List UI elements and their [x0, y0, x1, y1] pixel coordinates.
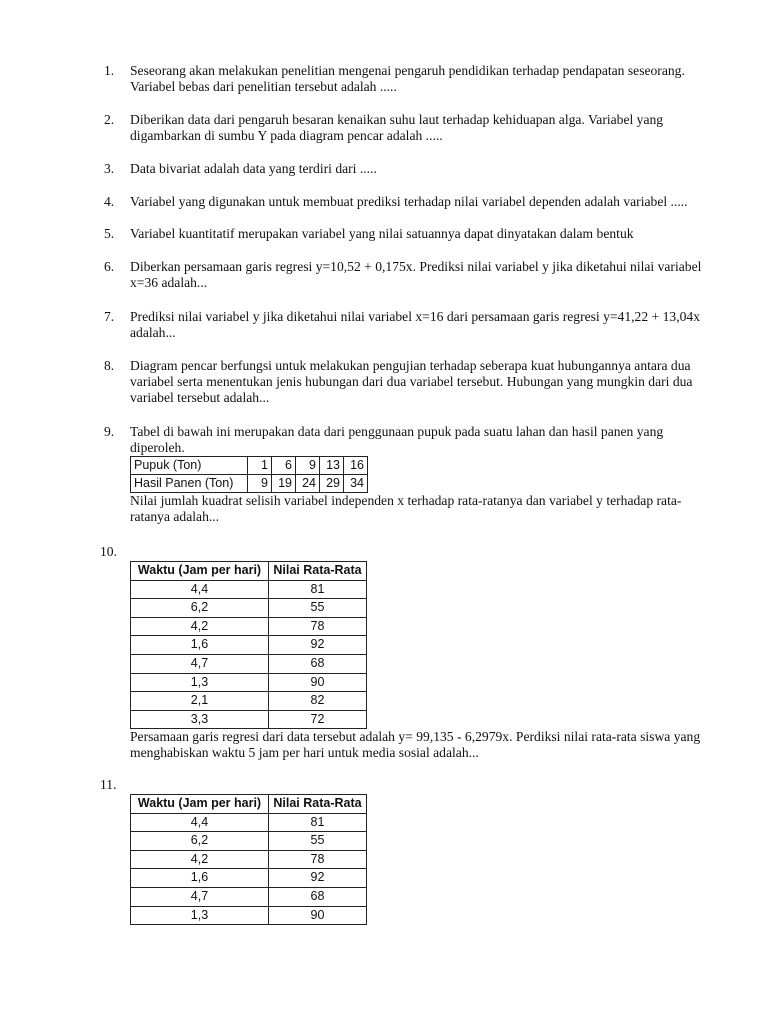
- table-cell: 19: [272, 475, 296, 493]
- table-cell: 3,3: [131, 710, 269, 729]
- column-header: Waktu (Jam per hari): [131, 562, 269, 581]
- question-number: 4.: [104, 194, 115, 209]
- row-label: Pupuk (Ton): [131, 457, 248, 475]
- question-2: [0, 112, 768, 144]
- question-8: [0, 358, 768, 406]
- table-cell: 4,4: [131, 813, 269, 832]
- table-cell: 1,3: [131, 673, 269, 692]
- table-cell: 90: [269, 673, 367, 692]
- table-cell: 82: [269, 692, 367, 711]
- question-number: 9.: [104, 424, 115, 439]
- table-row: [131, 869, 367, 888]
- table-row: [131, 654, 367, 673]
- question-text: Diberkan persamaan garis regresi y=10,52 + 0,175x. Prediksi nilai variabel y jika diketahui nilai variabel x=36 adalah...: [130, 259, 702, 290]
- table-cell: 4,2: [131, 617, 269, 636]
- question-1: [0, 63, 768, 95]
- question-number: 8.: [104, 358, 115, 373]
- table-cell: 68: [269, 654, 367, 673]
- time-score-table: [130, 794, 367, 925]
- column-header: Waktu (Jam per hari): [131, 795, 269, 814]
- column-header: Nilai Rata-Rata: [269, 562, 367, 581]
- table-cell: 6: [272, 457, 296, 475]
- table-cell: 78: [269, 617, 367, 636]
- table-header-row: [131, 795, 367, 814]
- question-10: [0, 544, 768, 761]
- table-cell: 55: [269, 599, 367, 618]
- table-cell: 6,2: [131, 832, 269, 851]
- table-row: [131, 599, 367, 618]
- question-4: [0, 194, 768, 210]
- question-text: Variabel kuantitatif merupakan variabel yang nilai satuannya dapat dinyatakan dalam bentuk: [130, 226, 634, 241]
- table-cell: 81: [269, 813, 367, 832]
- question-3: [0, 161, 768, 177]
- question-text: Data bivariat adalah data yang terdiri dari .....: [130, 161, 377, 176]
- table-cell: 55: [269, 832, 367, 851]
- question-6: [0, 259, 768, 291]
- table-cell: 16: [344, 457, 368, 475]
- table-cell: 4,2: [131, 850, 269, 869]
- table-cell: 90: [269, 906, 367, 925]
- question-text: Tabel di bawah ini merupakan data dari penggunaan pupuk pada suatu lahan dan hasil panen yang diperoleh.: [130, 424, 664, 455]
- table-cell: 34: [344, 475, 368, 493]
- table-cell: 13: [320, 457, 344, 475]
- table-row: [131, 692, 367, 711]
- table-cell: 1,3: [131, 906, 269, 925]
- table-cell: 2,1: [131, 692, 269, 711]
- time-score-table: [130, 561, 367, 729]
- table-cell: 68: [269, 887, 367, 906]
- table-row: [131, 832, 367, 851]
- question-text: Variabel yang digunakan untuk membuat prediksi terhadap nilai variabel dependen adalah variabel .....: [130, 194, 688, 209]
- table-row: [131, 710, 367, 729]
- question-text: Prediksi nilai variabel y jika diketahui nilai variabel x=16 dari persamaan garis regresi y=41,22 + 13,04x adalah...: [130, 309, 700, 340]
- question-number: 6.: [104, 259, 115, 274]
- question-number: 2.: [104, 112, 115, 127]
- question-11: [0, 777, 768, 925]
- question-number: 10.: [100, 544, 117, 559]
- question-number: 3.: [104, 161, 115, 176]
- table-header-row: [131, 562, 367, 581]
- question-text: Diagram pencar berfungsi untuk melakukan pengujian terhadap seberapa kuat hubungannya antara dua variabel serta menentukan jenis hubungan dari dua variabel tersebut. Hubungan yang mungkin dari dua variabel tersebut adalah...: [130, 358, 693, 405]
- table-cell: 72: [269, 710, 367, 729]
- table-cell: 4,7: [131, 887, 269, 906]
- row-label: Hasil Panen (Ton): [131, 475, 248, 493]
- table-row: [131, 850, 367, 869]
- table-row: [131, 457, 368, 475]
- table-cell: 1,6: [131, 636, 269, 655]
- question-9: [0, 424, 768, 525]
- table-cell: 24: [296, 475, 320, 493]
- table-cell: 29: [320, 475, 344, 493]
- table-cell: 6,2: [131, 599, 269, 618]
- table-cell: 1,6: [131, 869, 269, 888]
- question-text: Diberikan data dari pengaruh besaran kenaikan suhu laut terhadap kehiduapan alga. Variabel yang digambarkan di sumbu Y pada diagram pencar adalah .....: [130, 112, 664, 143]
- table-cell: 4,4: [131, 580, 269, 599]
- question-text: Seseorang akan melakukan penelitian mengenai pengaruh pendidikan terhadap pendapatan seseorang. Variabel bebas dari penelitian tersebut adalah .....: [130, 63, 685, 94]
- fertilizer-table: [130, 456, 368, 493]
- question-number: 11.: [100, 777, 117, 792]
- table-cell: 92: [269, 636, 367, 655]
- table-row: [131, 636, 367, 655]
- question-7: [0, 309, 768, 341]
- table-row: [131, 617, 367, 636]
- question-number: 5.: [104, 226, 115, 241]
- table-cell: 81: [269, 580, 367, 599]
- question-followup: Nilai jumlah kuadrat selisih variabel independen x terhadap rata-ratanya dan variabel y terhadap rata-ratanya adalah...: [130, 493, 682, 524]
- question-number: 7.: [104, 309, 115, 324]
- table-cell: 9: [248, 475, 272, 493]
- question-number: 1.: [104, 63, 115, 78]
- table-row: [131, 887, 367, 906]
- table-row: [131, 580, 367, 599]
- question-followup: Persamaan garis regresi dari data tersebut adalah y= 99,135 - 6,2979x. Perdiksi nilai rata-rata siswa yang menghabiskan waktu 5 jam per hari untuk media sosial adalah...: [130, 729, 701, 761]
- column-header: Nilai Rata-Rata: [269, 795, 367, 814]
- table-row: [131, 673, 367, 692]
- table-row: [131, 475, 368, 493]
- table-row: [131, 813, 367, 832]
- table-row: [131, 906, 367, 925]
- table-cell: 78: [269, 850, 367, 869]
- table-cell: 1: [248, 457, 272, 475]
- table-cell: 4,7: [131, 654, 269, 673]
- question-5: [0, 226, 768, 242]
- table-cell: 92: [269, 869, 367, 888]
- table-cell: 9: [296, 457, 320, 475]
